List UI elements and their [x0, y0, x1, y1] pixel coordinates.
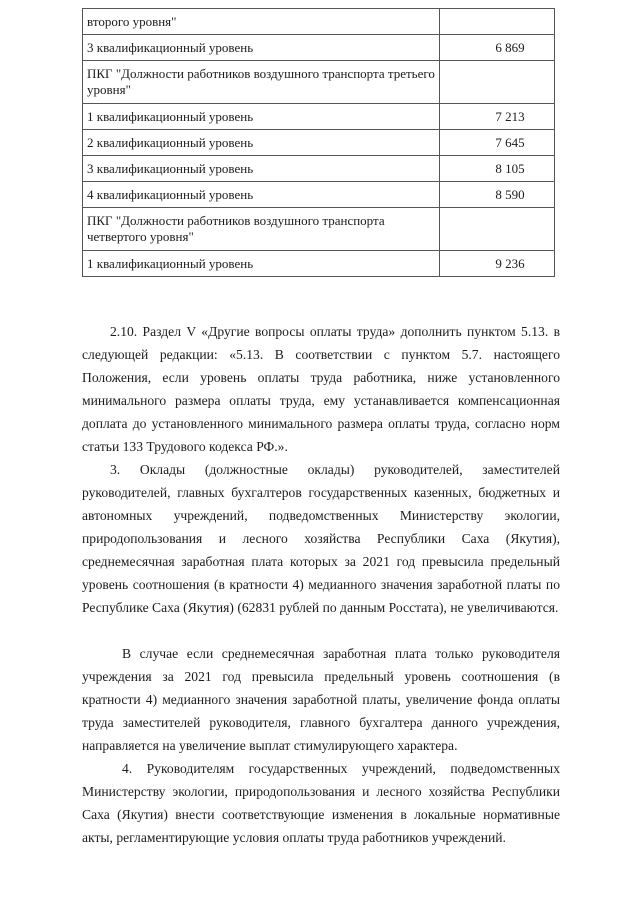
salary-value-cell: 7 645 — [440, 130, 555, 156]
table-row — [83, 61, 555, 104]
salary-value-cell: 8 105 — [440, 156, 555, 182]
salary-value-cell — [440, 61, 555, 104]
paragraph-3: 3. Оклады (должностные оклады) руководителей, заместителей руководителей, главных бухгалтеров государственных казенных, бюджетных и автономных учреждений, подведомственных Министерству экологии, природопользования и лесного хозяйства Республики Саха (Якутия), среднемесячная заработная плата которых за 2021 год превысила предельный уровень соотношения (в кратности 4) медианного значения заработной платы по Республике Саха (Якутия) (62831 рублей по данным Росстата), не увеличиваются. — [82, 462, 560, 615]
level-name-cell: ПКГ "Должности работников воздушного транспорта третьего уровня" — [83, 61, 440, 104]
level-name-cell: ПКГ "Должности работников воздушного транспорта четвертого уровня" — [83, 208, 440, 251]
level-name-cell: 3 квалификационный уровень — [83, 35, 440, 61]
level-name-cell: 1 квалификационный уровень — [83, 251, 440, 277]
table-row — [83, 9, 555, 35]
salary-table-body — [83, 9, 555, 277]
table-row — [83, 208, 555, 251]
table-row — [83, 130, 555, 156]
salary-value-cell: 7 213 — [440, 104, 555, 130]
level-name-cell: второго уровня" — [83, 9, 440, 35]
salary-value-cell — [440, 208, 555, 251]
level-name-cell: 4 квалификационный уровень — [83, 182, 440, 208]
table-row — [83, 251, 555, 277]
table-row — [83, 35, 555, 61]
table-row — [83, 104, 555, 130]
table-row — [83, 182, 555, 208]
paragraph-4: 4. Руководителям государственных учреждений, подведомственных Министерству экологии, природопользования и лесного хозяйства Республики Саха (Якутия) внести соответствующие изменения в локальные нормативные акты, регламентирующие условия оплаты труда работников учреждений. — [82, 761, 560, 845]
salary-table — [82, 8, 555, 277]
level-name-cell: 2 квалификационный уровень — [83, 130, 440, 156]
salary-value-cell — [440, 9, 555, 35]
paragraph-case: В случае если среднемесячная заработная плата только руководителя учреждения за 2021 год превысила предельный уровень соотношения (в кратности 4) медианного значения заработной платы, увеличение фонда оплаты труда заместителей руководителя, главного бухгалтера данного учреждения, направляется на увеличение выплат стимулирующего характера. — [82, 646, 560, 753]
level-name-cell: 1 квалификационный уровень — [83, 104, 440, 130]
level-name-cell: 3 квалификационный уровень — [83, 156, 440, 182]
table-row — [83, 156, 555, 182]
salary-value-cell: 9 236 — [440, 251, 555, 277]
salary-value-cell: 8 590 — [440, 182, 555, 208]
salary-value-cell: 6 869 — [440, 35, 555, 61]
paragraph-2-10: 2.10. Раздел V «Другие вопросы оплаты труда» дополнить пунктом 5.13. в следующей редакции: «5.13. В соответствии с пунктом 5.7. настоящего Положения, если уровень оплаты труда работника, ниже установленного минимального размера оплаты труда, ему устанавливается компенсационная доплата до установленного минимального размера оплаты труда, согласно норм статьи 133 Трудового кодекса РФ.». — [82, 324, 560, 454]
